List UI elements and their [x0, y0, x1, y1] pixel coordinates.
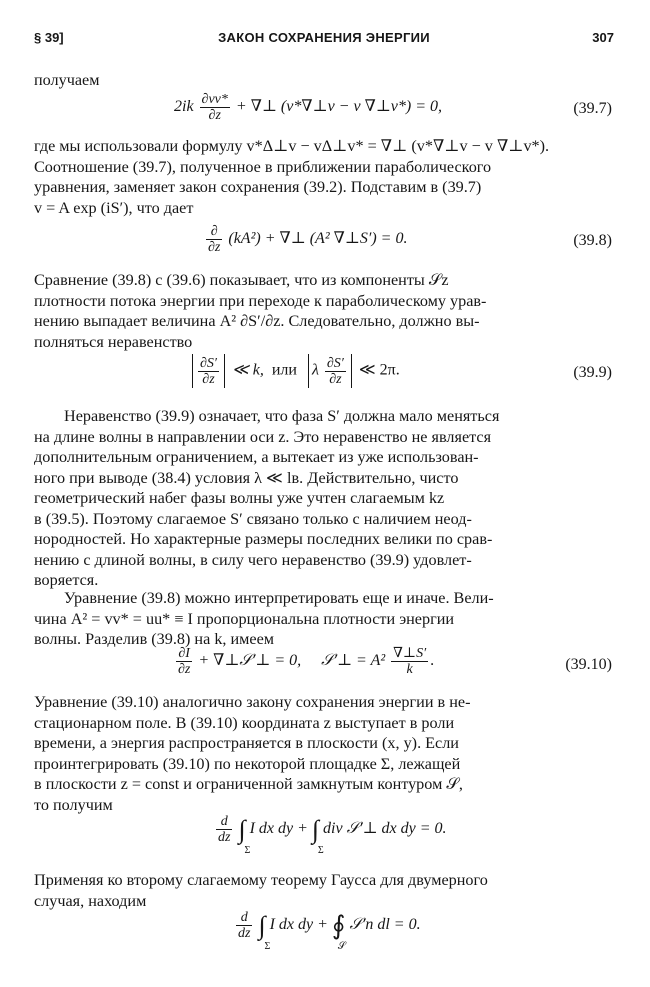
contour-integral-sign: ∮ 𝒮: [331, 910, 346, 952]
integral-sign: ∫ Σ: [311, 814, 324, 856]
paragraph-poluchaem: [34, 70, 612, 91]
eq-fraction: $\frac{\partial vv*}{\partial z}$: [201, 92, 228, 123]
equation-number: (39.9): [573, 364, 612, 381]
text-line: то получим: [34, 795, 113, 814]
text-line: Применяя ко второму слагаемому теорему Гаусса для двумерного: [34, 871, 488, 889]
text-line: дополнительным ограничением, а вытекает из уже использован-: [34, 448, 479, 466]
text-line: нородностей. Но характерные размеры последних велики по срав-: [34, 530, 493, 548]
text-line: нению выпадает величина A² ∂S′/∂z. Следовательно, должно вы-: [34, 312, 480, 330]
text-line: стационарном поле. В (39.10) координата z выступает в роли: [34, 713, 455, 732]
text-line: полняться неравенство: [34, 332, 193, 351]
text-line: получаем: [34, 71, 100, 89]
eq-fraction: $\frac{\partial S'}{\partial z}$: [326, 355, 344, 387]
equation-39-8: [34, 222, 612, 262]
eq-coef: 2ik: [174, 98, 194, 116]
paragraph-2: [34, 136, 612, 218]
equation-39-9: $\frac{\partial S'}{\partial z}$ ≪ k, или λ $\frac{\partial S'}{\partial z}$ ≪ 2π. (39.9): [34, 354, 612, 394]
eq-fraction: $\frac{\partial I}{\partial z}$: [178, 646, 191, 677]
text-line: чина A² = vv* = uu* ≡ I пропорциональна плотности энергии: [34, 609, 455, 628]
text-line: Сравнение (39.8) с (39.6) показывает, что из компоненты 𝒮z: [34, 271, 449, 289]
eq-fraction: $\frac{d}{dz}$: [218, 814, 231, 845]
text-line: v = A exp (iS′), что дает: [34, 198, 194, 217]
integral-sign: ∫ Σ: [238, 814, 251, 856]
equation-number: (39.10): [565, 656, 612, 673]
text-line: плотности потока энергии при переходе к параболическому урав-: [34, 291, 487, 310]
eq-fraction: $\frac{d}{dz}$: [238, 910, 251, 941]
equation-integral-1: $\frac{d}{dz}$ ∫ Σ I dx dy + ∫ Σ div 𝒮′⊥ dx dy = 0.: [218, 814, 447, 856]
text-line: проинтегрировать (39.10) по некоторой площадке Σ, лежащей: [34, 754, 461, 773]
page-header: [34, 30, 614, 50]
text-line: геометрический набег фазы волны уже учтен слагаемым kz: [34, 489, 445, 507]
equation-39-7: [34, 90, 612, 130]
text-line: в плоскости z = const и ограниченной замкнутым контуром 𝒮,: [34, 775, 463, 793]
text-line: Уравнение (39.10) аналогично закону сохранения энергии в не-: [34, 693, 471, 711]
paragraph-6: [34, 692, 612, 815]
page-number: 307: [592, 30, 614, 45]
paragraph-4: [34, 406, 612, 591]
equation-integral-2: $\frac{d}{dz}$ ∫ Σ I dx dy + ∮ 𝒮 𝒮′n dl = 0.: [238, 910, 421, 952]
equation-39-10: $\frac{\partial I}{\partial z}$ + ∇⊥𝒮′⊥ = 0, 𝒮′⊥ = A² $\frac{\nabla\perp S'}{k}$ . (39.10): [178, 646, 612, 677]
paragraph-5: [34, 588, 612, 650]
text-line: случая, находим: [34, 891, 147, 910]
paragraph-7: [34, 870, 612, 911]
running-title: ЗАКОН СОХРАНЕНИЯ ЭНЕРГИИ: [218, 30, 430, 45]
text-line: времени, а энергия распространяется в плоскости (x, y). Если: [34, 734, 459, 752]
equation-number: (39.7): [573, 100, 612, 117]
text-line: ного при выводе (38.4) условия λ ≪ lв. Действительно, чисто: [34, 468, 459, 487]
eq-fraction: $\frac{\nabla\perp S'}{k}$: [393, 646, 427, 677]
text-line: Уравнение (39.8) можно интерпретировать еще и иначе. Вели-: [64, 589, 494, 607]
integral-sign: ∫ Σ: [258, 910, 271, 952]
text-line: Неравенство (39.9) означает, что фаза S′ должна мало меняться: [64, 407, 500, 425]
text-line: воряется.: [34, 571, 99, 589]
paragraph-3: [34, 270, 612, 352]
text-line: уравнения, заменяет закон сохранения (39.2). Подставим в (39.7): [34, 178, 482, 196]
section-marker: § 39]: [34, 30, 64, 45]
text-line: в (39.5). Поэтому слагаемое S′ связано только с наличием неод-: [34, 509, 472, 528]
eq-fraction: $\frac{\partial S'}{\partial z}$: [200, 355, 217, 387]
text-line: волны. Разделив (39.8) на k, имеем: [34, 630, 275, 648]
text-line: Соотношение (39.7), полученное в приближении параболического: [34, 157, 492, 176]
eq-rest: + ∇⊥ (v*∇⊥v − v ∇⊥v*) = 0,: [235, 98, 443, 116]
eq-fraction: $\frac{\partial}{\partial z}$: [208, 224, 221, 255]
text-line: нению с длиной волны, в силу чего неравенство (39.9) удовлет-: [34, 550, 472, 569]
equation-number: (39.8): [573, 232, 612, 249]
text-line: где мы использовали формулу v*Δ⊥v − vΔ⊥v* = ∇⊥ (v*∇⊥v − v ∇⊥v*).: [34, 137, 550, 155]
eq-rest: (kA²) + ∇⊥ (A² ∇⊥S′) = 0.: [228, 230, 408, 248]
text-line: на длине волны в направлении оси z. Это неравенство не является: [34, 427, 492, 446]
